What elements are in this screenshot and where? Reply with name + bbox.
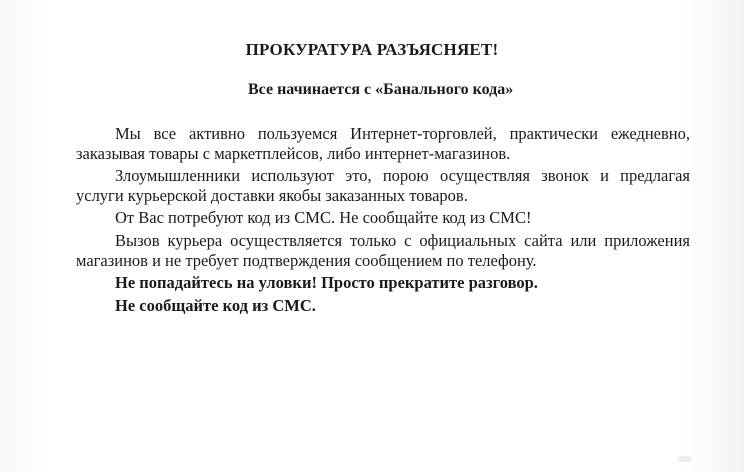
scan-smudge bbox=[678, 456, 692, 462]
paragraph-sms-code: От Вас потребуют код из СМС. Не сообщайте код из СМС! bbox=[115, 208, 532, 228]
warning-no-sms-code: Не сообщайте код из СМС. bbox=[115, 295, 316, 315]
paragraph-courier-call: Вызов курьера осуществляется только с официальных сайта или приложения магазинов и не требует подтверждения сообщением по телефону. bbox=[76, 230, 690, 270]
warning-hang-up: Не попадайтесь на уловки! Просто прекратите разговор. bbox=[115, 273, 538, 293]
paragraph-online-shopping: Мы все активно пользуемся Интернет-торговлей, практически ежедневно, заказывая товары с маркетплейсов, либо интернет-магазинов. bbox=[76, 124, 690, 163]
document-body bbox=[76, 124, 690, 315]
document-subtitle: Все начинается с «Банального кода» bbox=[248, 81, 514, 98]
document-title: ПРОКУРАТУРА РАЗЪЯСНЯЕТ! bbox=[245, 40, 499, 59]
paragraph-scammers: Злоумышленники используют это, порою осуществляя звонок и предлагая услуги курьерской доставки якобы заказанных товаров. bbox=[76, 166, 690, 205]
